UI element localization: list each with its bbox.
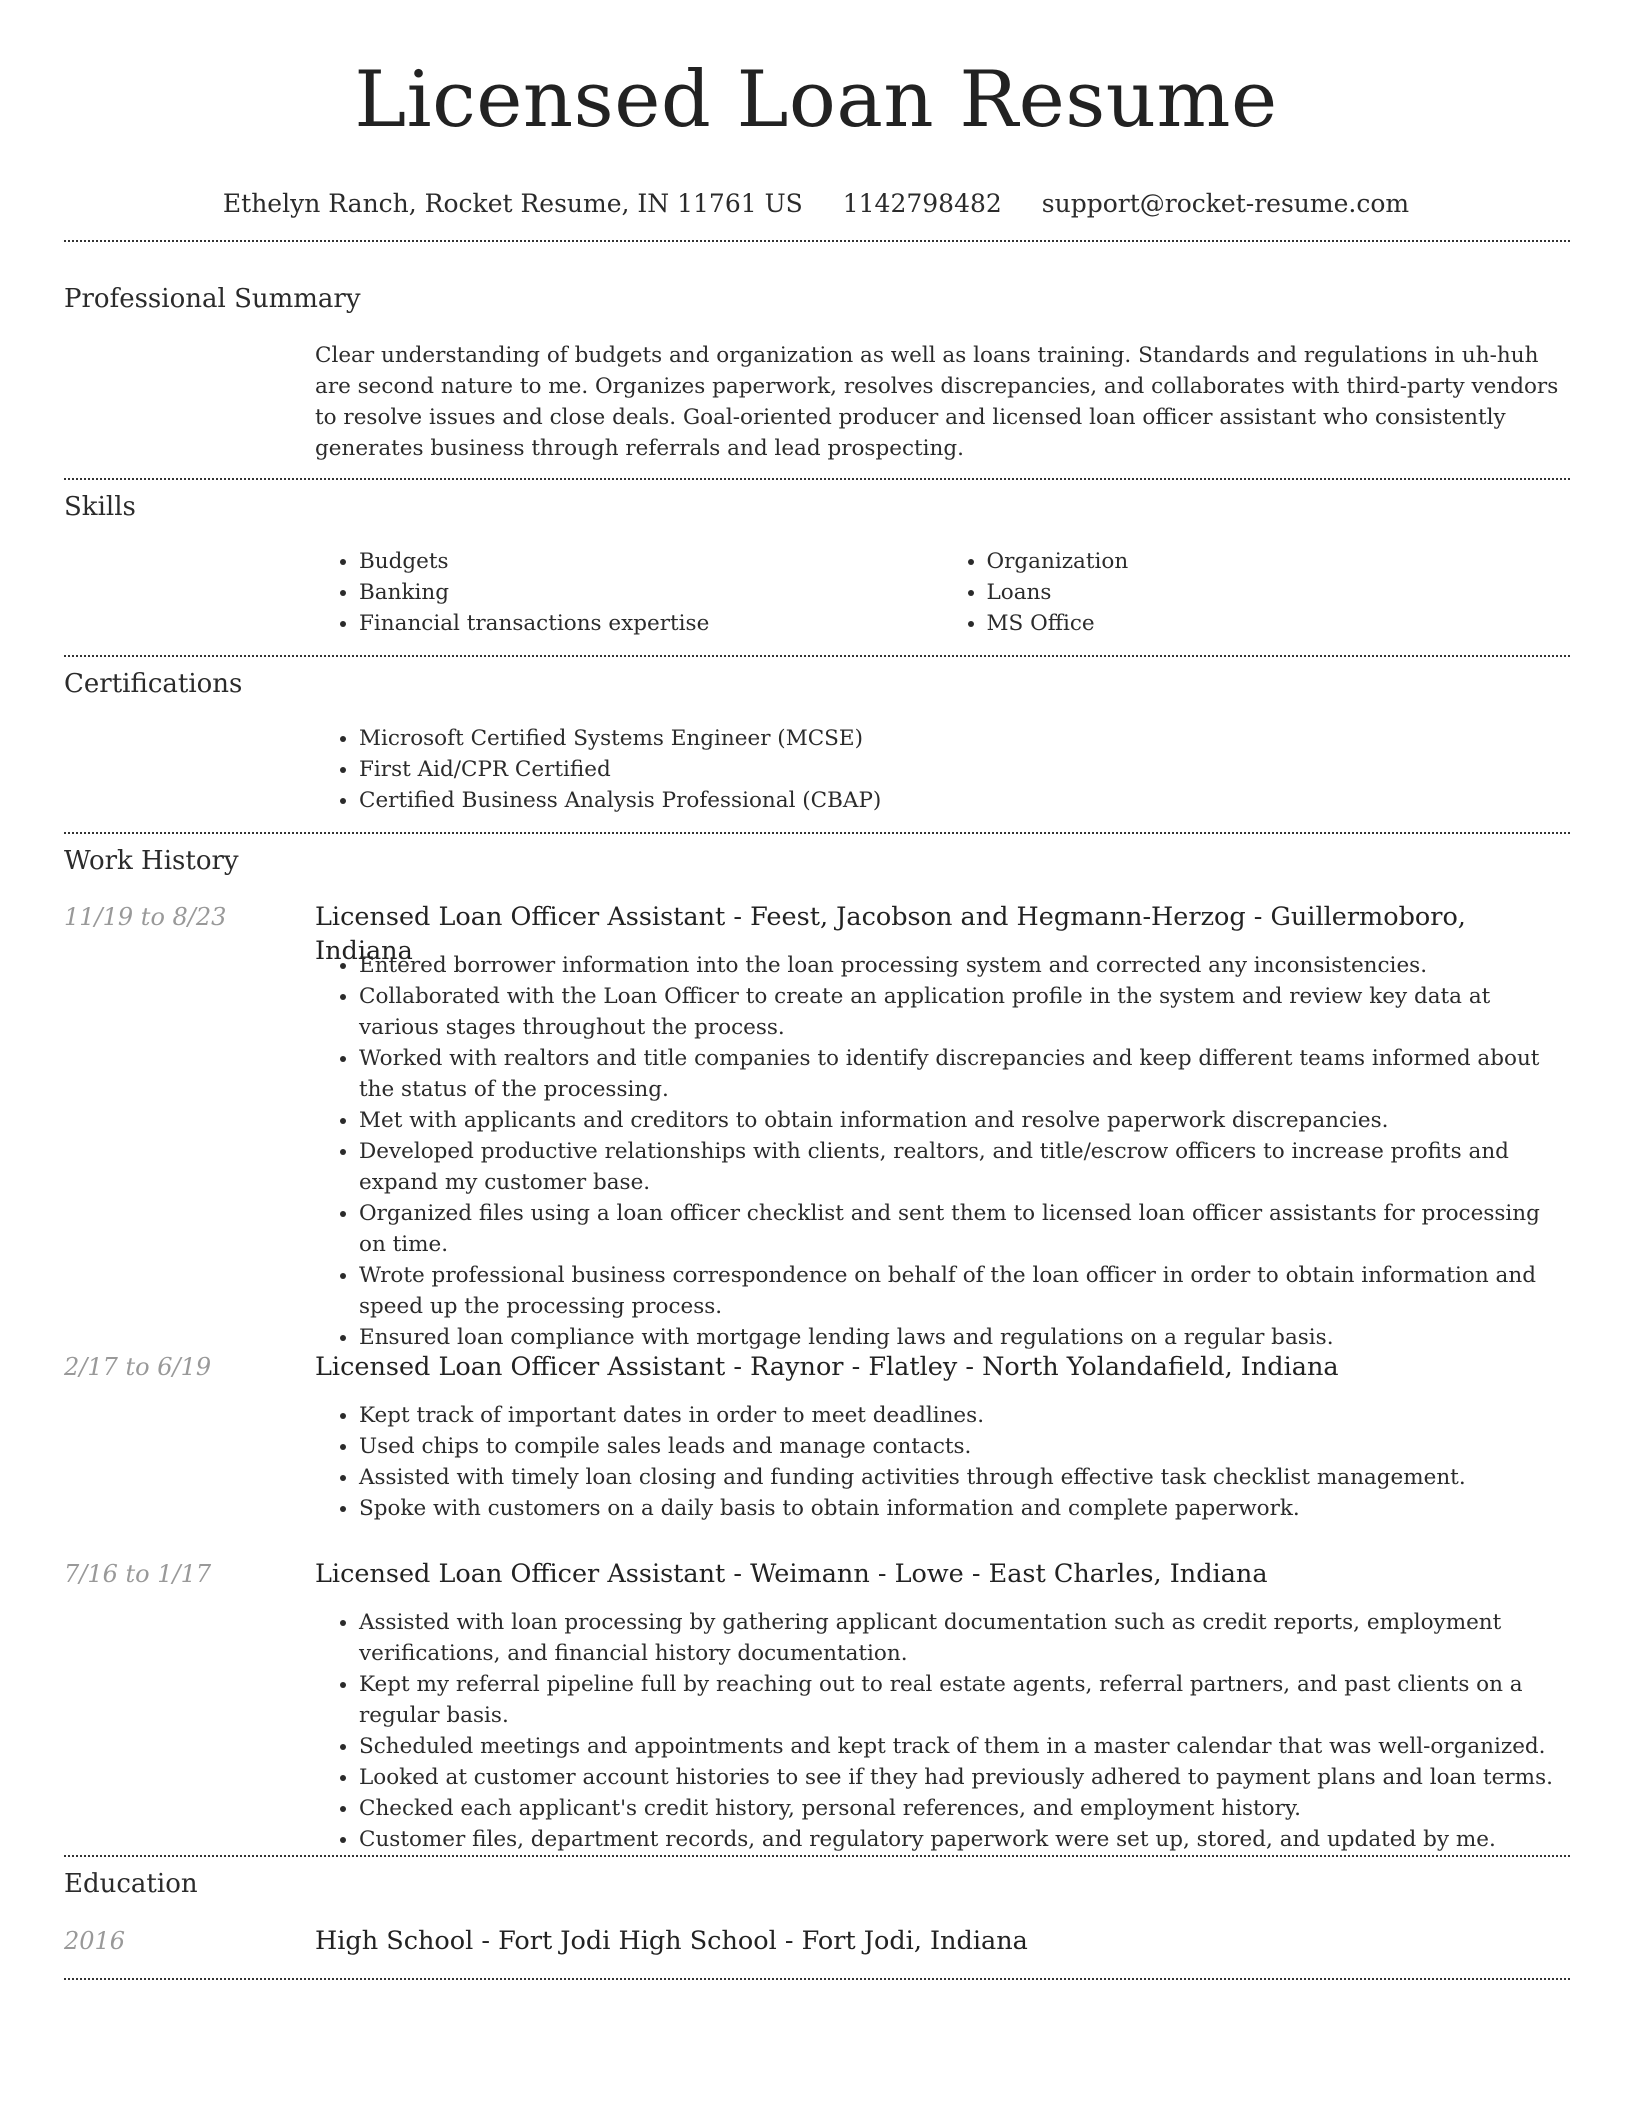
divider [64,832,1570,834]
job-dates: 7/16 to 1/17 [64,1560,212,1588]
job-bullet: • Entered borrower information into the loan processing system and corrected any inconsistencies. [359,950,1570,981]
skills-column-right [943,546,1571,639]
summary-text: Clear understanding of budgets and organization as well as loans training. Standards and regulations in uh-huh are second nature to me. Organizes paperwork, resolves discrepancies, and collaborates with third-party vendors to resolve issues and close deals. Goal-oriented producer and licensed loan officer assistant who consistently generates business through referrals and lead prospecting. [315,343,1559,461]
skill-item: • MS Office [987,608,1571,639]
divider [64,240,1570,242]
skills-list [315,546,1570,639]
divider [64,1978,1570,1980]
job-bullet: • Checked each applicant's credit history, personal references, and employment history. [359,1793,1570,1824]
certification-item: • Microsoft Certified Systems Engineer (MCSE) [359,723,1570,754]
skills-column-left [315,546,943,639]
skill-item: • Financial transactions expertise [359,608,943,639]
contact-email: support@rocket-resume.com [1041,189,1410,218]
job-bullet: • Ensured loan compliance with mortgage lending laws and regulations on a regular basis. [359,1322,1570,1353]
job-heading: Licensed Loan Officer Assistant - Feest, Jacobson and Hegmann-Herzog - Guillermoboro, Indiana [315,902,1466,966]
section-title-work-history: Work History [64,846,239,876]
certifications-list [315,723,1570,816]
job-bullet: • Worked with realtors and title companies to identify discrepancies and keep different teams informed about the status of the processing. [359,1043,1570,1105]
divider [64,478,1570,480]
job-bullet: • Collaborated with the Loan Officer to create an application profile in the system and review key data at various stages throughout the process. [359,981,1570,1043]
education-heading: High School - Fort Jodi High School - Fort Jodi, Indiana [315,1926,1028,1956]
job-heading: Licensed Loan Officer Assistant - Weimann - Lowe - East Charles, Indiana [315,1559,1268,1589]
skill-item: • Loans [987,577,1571,608]
job-bullet: • Kept my referral pipeline full by reaching out to real estate agents, referral partners, and past clients on a regular basis. [359,1669,1570,1731]
job-bullet: • Looked at customer account histories to see if they had previously adhered to payment plans and loan terms. [359,1762,1570,1793]
job-heading: Licensed Loan Officer Assistant - Raynor - Flatley - North Yolandafield, Indiana [315,1352,1339,1382]
skill-item: • Budgets [359,546,943,577]
job-dates: 2/17 to 6/19 [64,1353,212,1381]
job-bullet: • Organized files using a loan officer checklist and sent them to licensed loan officer assistants for processing on time. [359,1198,1570,1260]
job-bullets [315,950,1570,1353]
certification-item: • First Aid/CPR Certified [359,754,1570,785]
job-bullet: • Developed productive relationships with clients, realtors, and title/escrow officers to increase profits and expand my customer base. [359,1136,1570,1198]
job-bullet: • Kept track of important dates in order to meet deadlines. [359,1400,1570,1431]
education-year: 2016 [64,1927,126,1955]
job-bullet: • Assisted with loan processing by gathering applicant documentation such as credit reports, employment verifications, and financial history documentation. [359,1607,1570,1669]
section-title-skills: Skills [64,492,136,522]
job-bullet: • Used chips to compile sales leads and manage contacts. [359,1431,1570,1462]
resume-title: Licensed Loan Resume [354,55,1278,145]
job-bullet: • Scheduled meetings and appointments and kept track of them in a master calendar that was well-organized. [359,1731,1570,1762]
job-dates: 11/19 to 8/23 [64,903,227,931]
contact-phone: 1142798482 [842,189,1002,218]
skill-item: • Banking [359,577,943,608]
job-bullet: • Customer files, department records, and regulatory paperwork were set up, stored, and updated by me. [359,1824,1570,1855]
divider [64,1855,1570,1857]
contact-line [0,186,1632,222]
section-title-education: Education [64,1869,198,1899]
job-bullets [315,1607,1570,1855]
skill-item: • Organization [987,546,1571,577]
divider [64,655,1570,657]
section-title-summary: Professional Summary [64,284,361,314]
certification-item: • Certified Business Analysis Professional (CBAP) [359,785,1570,816]
job-bullet: • Met with applicants and creditors to obtain information and resolve paperwork discrepancies. [359,1105,1570,1136]
job-bullet: • Assisted with timely loan closing and funding activities through effective task checklist management. [359,1462,1570,1493]
contact-address: Ethelyn Ranch, Rocket Resume, IN 11761 US [222,189,803,218]
job-bullet: • Spoke with customers on a daily basis to obtain information and complete paperwork. [359,1493,1570,1524]
job-bullets [315,1400,1570,1524]
section-title-certifications: Certifications [64,669,243,699]
job-bullet: • Wrote professional business correspondence on behalf of the loan officer in order to obtain information and speed up the processing process. [359,1260,1570,1322]
